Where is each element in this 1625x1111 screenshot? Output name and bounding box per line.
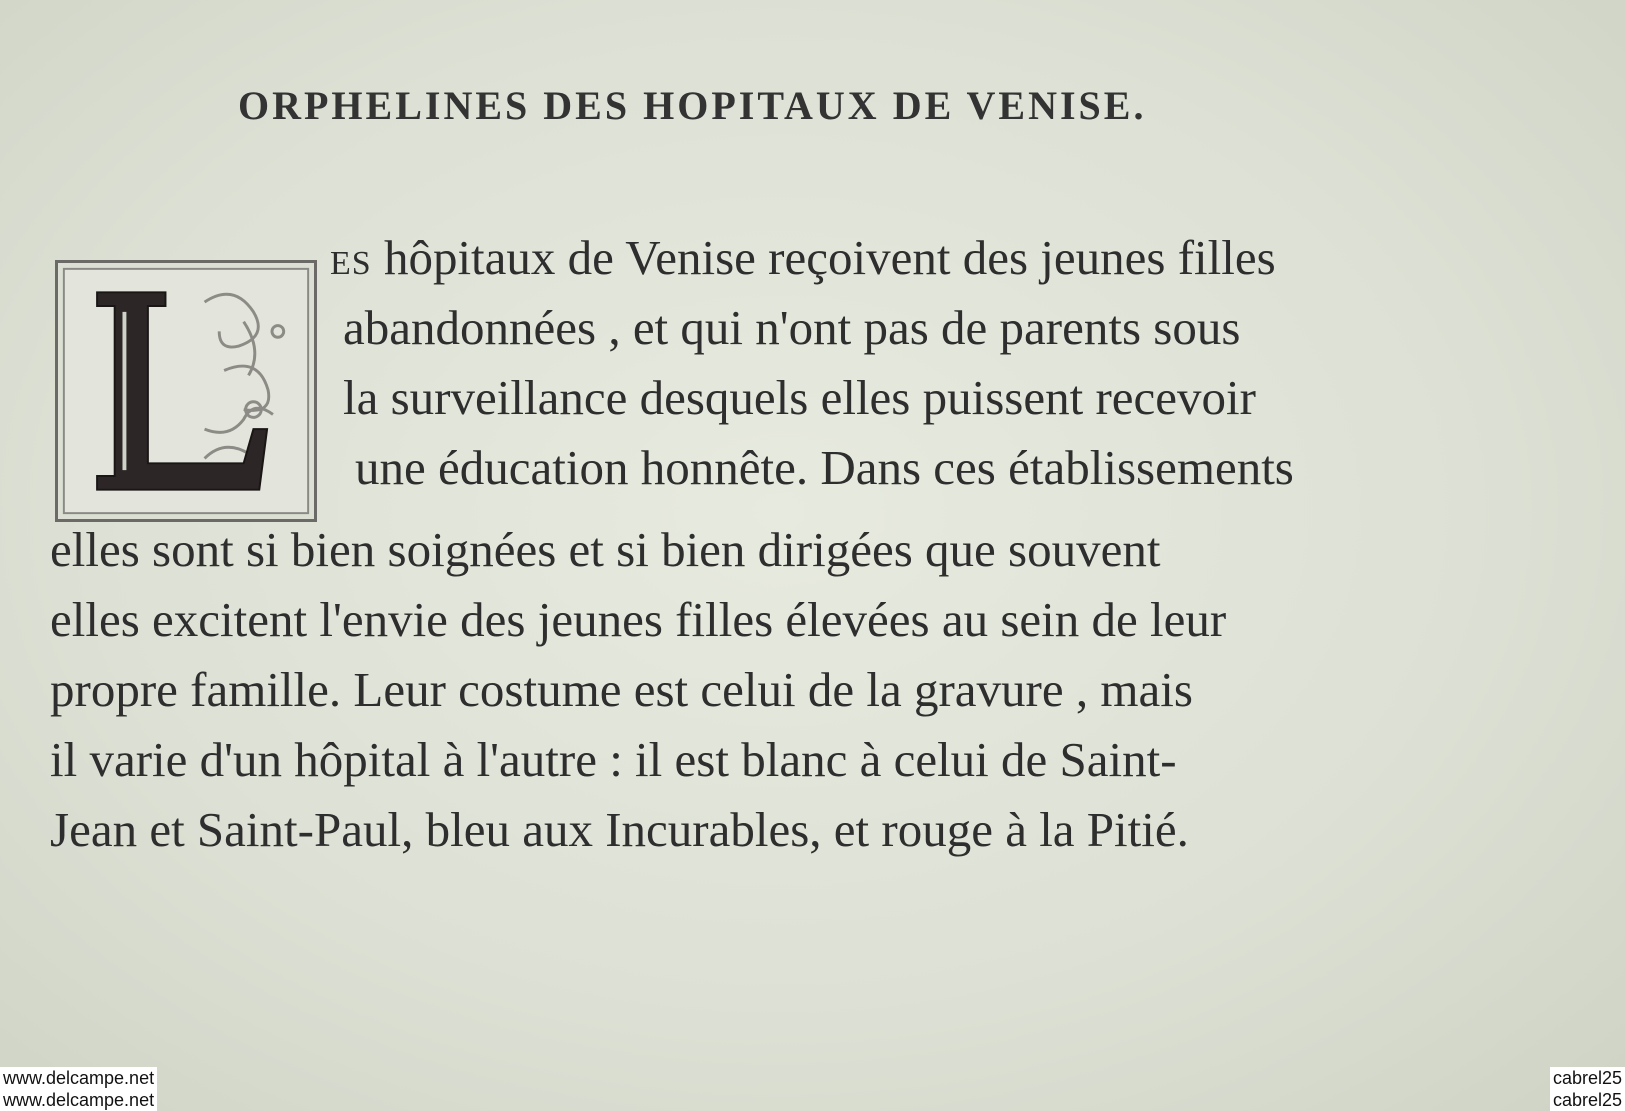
text-line-2: abandonnées , et qui n'ont pas de parents sous xyxy=(343,300,1241,355)
text-line-4: une éducation honnête. Dans ces établissements xyxy=(355,440,1294,495)
watermark-site-top: www.delcampe.net xyxy=(0,1067,157,1089)
text-line-1 xyxy=(330,228,1276,294)
watermark-seller-top: cabrel25 xyxy=(1550,1067,1625,1089)
text-line-9: Jean et Saint-Paul, bleu aux Incurables, et rouge à la Pitié. xyxy=(50,802,1189,857)
line-text: hôpitaux de Venise reçoivent des jeunes filles xyxy=(371,230,1276,285)
watermark-seller-bottom: cabrel25 xyxy=(1550,1089,1625,1111)
page-title: ORPHELINES DES HOPITAUX DE VENISE. xyxy=(238,83,1147,128)
dropcap-letter-icon xyxy=(58,263,314,519)
smallcaps-lead: ES xyxy=(330,245,372,282)
ornamental-dropcap xyxy=(55,260,317,522)
watermark-site-bottom: www.delcampe.net xyxy=(0,1089,157,1111)
text-line-8: il varie d'un hôpital à l'autre : il est blanc à celui de Saint- xyxy=(50,732,1177,787)
text-line-5: elles sont si bien soignées et si bien dirigées que souvent xyxy=(50,522,1161,577)
text-line-3: la surveillance desquels elles puissent recevoir xyxy=(343,370,1256,425)
text-line-7: propre famille. Leur costume est celui de la gravure , mais xyxy=(50,662,1193,717)
text-line-6: elles excitent l'envie des jeunes filles élevées au sein de leur xyxy=(50,592,1227,647)
